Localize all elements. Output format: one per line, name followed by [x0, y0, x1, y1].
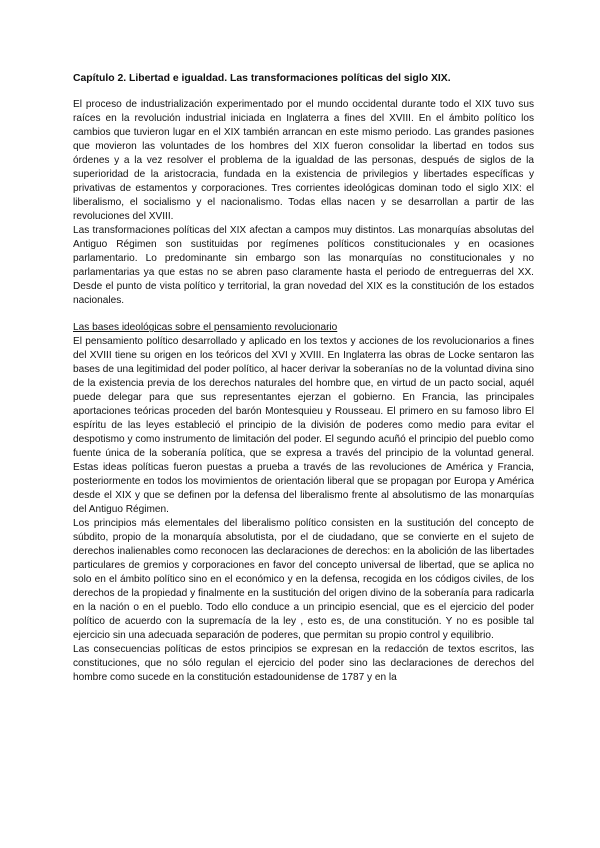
paragraph-gap [73, 308, 534, 321]
section-paragraph-3: Las consecuencias políticas de estos principios se expresan en la redacción de textos escritos, las constituciones, que no sólo regulan el ejercicio del poder sino las declaraciones de derechos del hombre como sucede en la constitución estadounidense de 1787 y en la [73, 644, 534, 683]
intro-paragraph-2: Las transformaciones políticas del XIX afectan a campos muy distintos. Las monarquías absolutas del Antiguo Régimen son sustituidas por regímenes políticos constitucionales y en ocasiones parlamentario. Lo predominante sin embargo son las monarquías no constitucionales y no parlamentarias ya que estas no se abren paso claramente hasta el periodo de entreguerras del XX. Desde el punto de vista político y territorial, la gran novedad del XIX es la constitución de los estados nacionales. [73, 225, 534, 306]
section-paragraph-2: Los principios más elementales del liberalismo político consisten en la sustitución del concepto de súbdito, propio de la monarquía absolutista, por el de ciudadano, que se convierte en el sujeto de derechos inalienables como reconocen las declaraciones de derechos: en la abolición de las libertades particulares de gremios y corporaciones en favor del concepto universal de libertad, que se aplica no solo en el ámbito político sino en el económico y en la defensa, recogida en los códigos civiles, de los derechos de la propiedad y finalmente en la sustitución del origen divino de la soberanía para radicarla en la nación o en el pueblo. Todo ello conduce a un principio esencial, que es el ejercicio del poder político de acuerdo con la supremacía de la ley , esto es, de una constitución. Y no es posible tal ejercicio sin una adecuada separación de poderes, que permitan su propio control y equilibrio. [73, 518, 534, 641]
intro-paragraph-1: El proceso de industrialización experimentado por el mundo occidental durante todo el XIX tuvo sus raíces en la revolución industrial iniciada en Inglaterra a fines del XVIII. En el ámbito político los cambios que tuvieron lugar en el XIX también arrancan en este mismo periodo. Las grandes pasiones que movieron las voluntades de los hombres del XIX fueron consolidar la libertad en todos sus órdenes y a la vez resolver el problema de la igualdad de las personas, después de siglos de la superioridad de la aristocracia, fundada en la existencia de privilegios y libertades específicas y privativas de estamentos y corporaciones. Tres corrientes ideológicas dominan todo el siglo XIX: el liberalismo, el socialismo y el nacionalismo. Todas ellas nacen y se desarrollan a partir de las revoluciones del XVIII. [73, 99, 534, 222]
section-paragraph-1: El pensamiento político desarrollado y aplicado en los textos y acciones de los revolucionarios a fines del XVIII tiene su origen en los teóricos del XVI y XVIII. En Inglaterra las obras de Locke sentaron las bases de una legitimidad del poder político, al hacer derivar la soberanías no de la voluntad divina sino de la existencia previa de los derechos naturales del hombre que, en virtud de un pacto social, aquél puede delegar para que sus representantes ejerzan el gobierno. En Francia, las principales aportaciones teóricas proceden del barón Montesquieu y Rousseau. El primero en su famoso libro El espíritu de las leyes estableció el principio de la división de poderes como medio para evitar el despotismo y como instrumento de limitación del poder. El segundo acuñó el principio del pueblo como fuente única de la soberanía política, que se expresa a través del principio de la voluntad general. Estas ideas políticas fueron puestas a prueba a través de las revoluciones de América y Francia, posteriormente en todos los movimientos de orientación liberal que se propagan por Europa y América desde el XIX y que se definen por la defensa del liberalismo frente al absolutismo de las monarquías del Antiguo Régimen. [73, 336, 534, 515]
chapter-title: Capítulo 2. Libertad e igualdad. Las transformaciones políticas del siglo XIX. [73, 73, 451, 84]
section-heading: Las bases ideológicas sobre el pensamiento revolucionario [73, 322, 338, 333]
